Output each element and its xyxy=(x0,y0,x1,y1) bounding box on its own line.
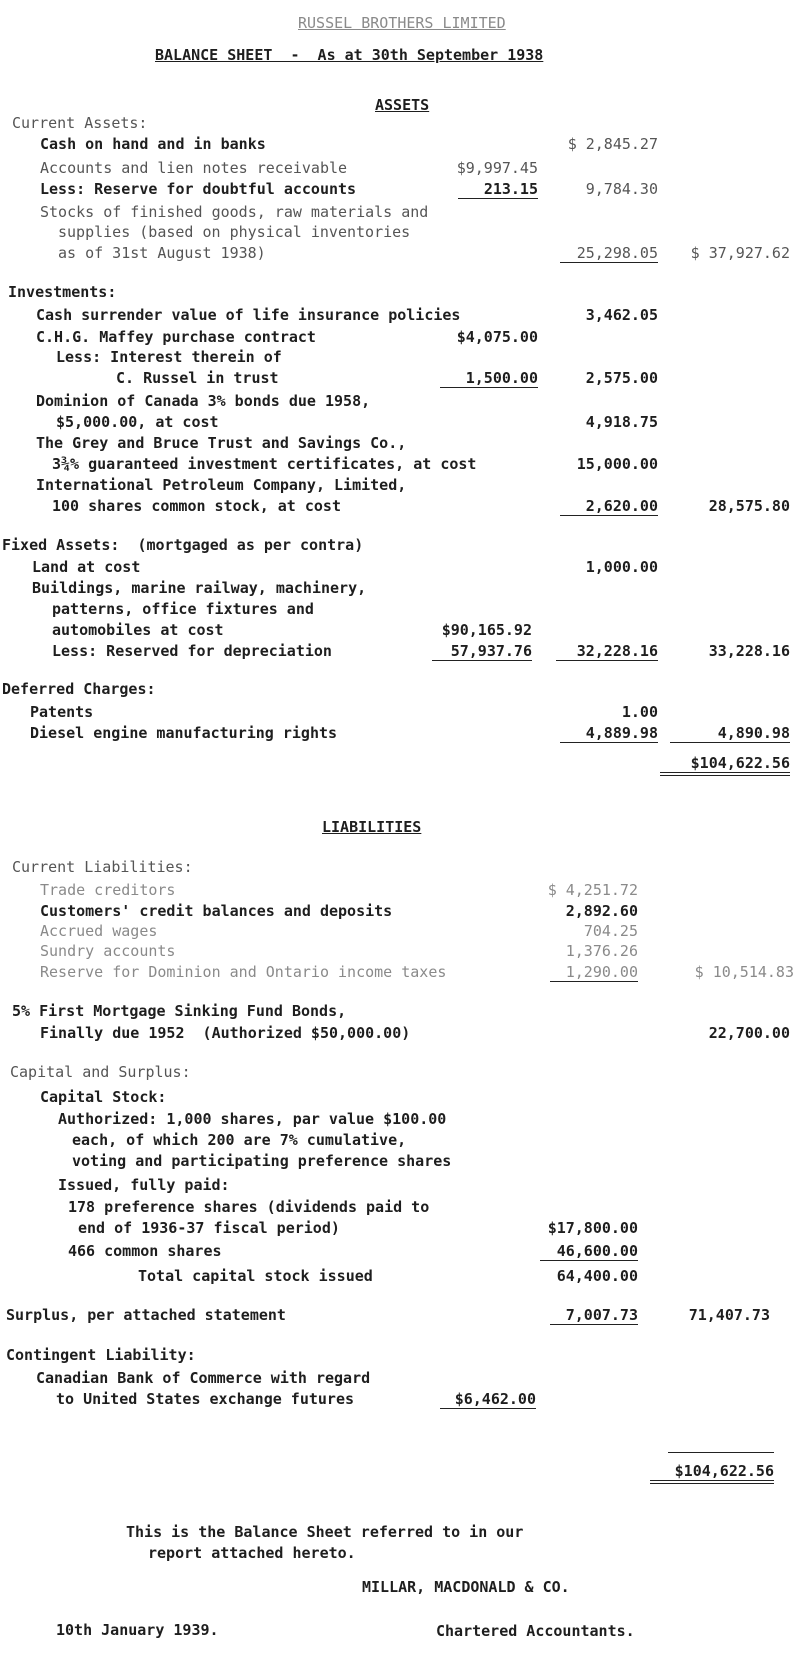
capital-surplus-total: 71,407.73 xyxy=(688,1306,770,1324)
land-value: 1,000.00 xyxy=(585,558,658,576)
deferred-charges-total: 4,890.98 xyxy=(670,724,790,743)
income-taxes-label: Reserve for Dominion and Ontario income taxes xyxy=(40,963,447,981)
contingent-line-1: Canadian Bank of Commerce with regard xyxy=(36,1369,371,1387)
surplus-value: 7,007.73 xyxy=(550,1306,638,1325)
depreciation-label: Less: Reserved for depreciation xyxy=(52,642,332,660)
doubtful-reserve-label: Less: Reserve for doubtful accounts xyxy=(40,180,357,198)
capital-stock-label: Capital Stock: xyxy=(40,1088,167,1106)
receivable-net-value: 9,784.30 xyxy=(585,180,658,198)
insurance-label: Cash surrender value of life insurance policies xyxy=(36,306,461,324)
authorized-line-2: each, of which 200 are 7% cumulative, xyxy=(72,1131,407,1149)
interest-line-2: C. Russel in trust xyxy=(116,369,279,387)
assets-heading: ASSETS xyxy=(375,96,430,114)
bonds-line-2: Finally due 1952 (Authorized $50,000.00) xyxy=(40,1024,411,1042)
bonds-value: 22,700.00 xyxy=(708,1024,790,1042)
preference-shares-line-1: 178 preference shares (dividends paid to xyxy=(68,1198,430,1216)
cash-value: $ 2,845.27 xyxy=(567,135,658,153)
fixed-assets-total: 33,228.16 xyxy=(708,642,790,660)
liabilities-grand-total: $104,622.56 xyxy=(650,1462,774,1484)
accrued-wages-value: 704.25 xyxy=(583,922,638,940)
diesel-rights-value: 4,889.98 xyxy=(560,724,658,743)
contingent-liability-label: Contingent Liability: xyxy=(6,1346,196,1364)
investments-label: Investments: xyxy=(8,283,117,301)
interest-line-1: Less: Interest therein of xyxy=(56,348,282,366)
company-name: RUSSEL BROTHERS LIMITED xyxy=(298,14,506,32)
receivable-label: Accounts and lien notes receivable xyxy=(40,159,348,177)
buildings-line-1: Buildings, marine railway, machinery, xyxy=(32,579,367,597)
buildings-value: $90,165.92 xyxy=(441,621,532,639)
receivable-value: $9,997.45 xyxy=(456,159,538,177)
maffey-label: C.H.G. Maffey purchase contract xyxy=(36,328,316,346)
capital-surplus-label: Capital and Surplus: xyxy=(10,1063,191,1081)
contingent-line-2: to United States exchange futures xyxy=(56,1390,355,1408)
dominion-value: 4,918.75 xyxy=(585,413,658,431)
assets-grand-total: $104,622.56 xyxy=(660,754,790,776)
buildings-line-3: automobiles at cost xyxy=(52,621,224,639)
income-taxes-value: 1,290.00 xyxy=(550,963,638,982)
diesel-rights-label: Diesel engine manufacturing rights xyxy=(30,724,338,742)
stocks-value: 25,298.05 xyxy=(560,244,658,263)
patents-label: Patents xyxy=(30,703,94,721)
ipc-value: 2,620.00 xyxy=(560,497,658,516)
stocks-line-3: as of 31st August 1938) xyxy=(58,244,266,262)
dominion-line-2: $5,000.00, at cost xyxy=(56,413,219,431)
customer-deposits-label: Customers' credit balances and deposits xyxy=(40,902,393,920)
current-liabilities-total: $ 10,514.83 xyxy=(694,963,794,981)
buildings-net-value: 32,228.16 xyxy=(556,642,658,661)
preference-shares-value: $17,800.00 xyxy=(547,1219,638,1237)
investments-total: 28,575.80 xyxy=(708,497,790,515)
stocks-line-1: Stocks of finished goods, raw materials and xyxy=(40,203,429,221)
dominion-line-1: Dominion of Canada 3% bonds due 1958, xyxy=(36,392,371,410)
report-date: 10th January 1939. xyxy=(56,1621,219,1639)
trade-creditors-label: Trade creditors xyxy=(40,881,176,899)
preference-shares-line-2: end of 1936-37 fiscal period) xyxy=(78,1219,340,1237)
customer-deposits-value: 2,892.60 xyxy=(565,902,638,920)
current-liabilities-label: Current Liabilities: xyxy=(12,858,193,876)
common-shares-label: 466 common shares xyxy=(68,1242,222,1260)
contingent-value: $6,462.00 xyxy=(440,1390,536,1409)
current-assets-total: $ 37,927.62 xyxy=(690,244,790,262)
common-shares-value: 46,600.00 xyxy=(540,1242,638,1261)
grey-bruce-line-1: The Grey and Bruce Trust and Savings Co., xyxy=(36,434,407,452)
fixed-assets-label: Fixed Assets: (mortgaged as per contra) xyxy=(2,536,364,554)
total-capital-stock-label: Total capital stock issued xyxy=(138,1267,373,1285)
maffey-net-value: 2,575.00 xyxy=(585,369,658,387)
land-label: Land at cost xyxy=(32,558,141,576)
buildings-line-2: patterns, office fixtures and xyxy=(52,600,314,618)
footer-note-line-1: This is the Balance Sheet referred to in our xyxy=(126,1523,524,1541)
authorized-line-3: voting and participating preference shares xyxy=(72,1152,452,1170)
total-rule xyxy=(668,1452,774,1453)
grey-bruce-line-2: 3¾% guaranteed investment certificates, at cost xyxy=(52,455,477,473)
stocks-line-2: supplies (based on physical inventories xyxy=(58,223,411,241)
auditor-designation: Chartered Accountants. xyxy=(436,1622,635,1640)
auditor-firm: MILLAR, MACDONALD & CO. xyxy=(362,1578,570,1596)
ipc-line-2: 100 shares common stock, at cost xyxy=(52,497,341,515)
maffey-value: $4,075.00 xyxy=(456,328,538,346)
surplus-label: Surplus, per attached statement xyxy=(6,1306,286,1324)
current-assets-label: Current Assets: xyxy=(12,114,148,132)
insurance-value: 3,462.05 xyxy=(585,306,658,324)
liabilities-heading: LIABILITIES xyxy=(322,818,422,836)
accrued-wages-label: Accrued wages xyxy=(40,922,158,940)
sundry-accounts-value: 1,376.26 xyxy=(565,942,638,960)
authorized-line-1: Authorized: 1,000 shares, par value $100.00 xyxy=(58,1110,447,1128)
deferred-charges-label: Deferred Charges: xyxy=(2,680,156,698)
document-title: BALANCE SHEET - As at 30th September 1938 xyxy=(155,46,544,64)
bonds-line-1: 5% First Mortgage Sinking Fund Bonds, xyxy=(12,1002,347,1020)
total-capital-stock-value: 64,400.00 xyxy=(556,1267,638,1285)
depreciation-value: 57,937.76 xyxy=(432,642,532,661)
cash-label: Cash on hand and in banks xyxy=(40,135,266,153)
interest-value: 1,500.00 xyxy=(440,369,538,388)
ipc-line-1: International Petroleum Company, Limited, xyxy=(36,476,407,494)
grey-bruce-value: 15,000.00 xyxy=(576,455,658,473)
sundry-accounts-label: Sundry accounts xyxy=(40,942,176,960)
doubtful-reserve-value: 213.15 xyxy=(458,180,538,199)
issued-label: Issued, fully paid: xyxy=(58,1176,230,1194)
footer-note-line-2: report attached hereto. xyxy=(148,1544,356,1562)
trade-creditors-value: $ 4,251.72 xyxy=(547,881,638,899)
patents-value: 1.00 xyxy=(621,703,658,721)
